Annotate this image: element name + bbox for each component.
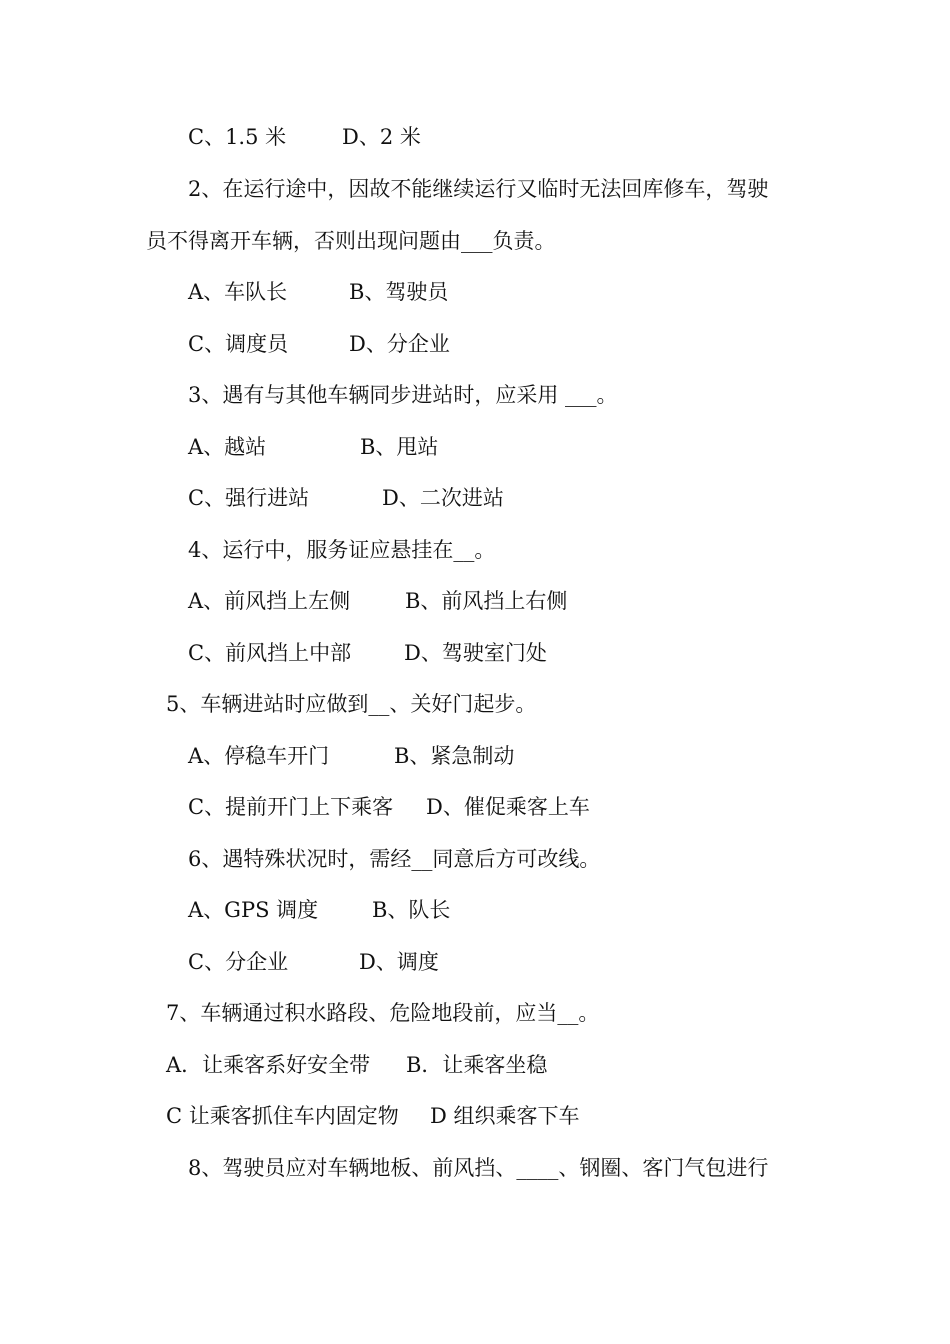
q4-options-ab: [188, 587, 567, 615]
q3-options-cd: [188, 484, 504, 512]
option-a: A、越站: [188, 435, 267, 459]
q6-options-ab: [188, 896, 450, 924]
question-3: 3、遇有与其他车辆同步进站时，应采用 ___。: [188, 383, 618, 407]
option-c: C、分企业: [188, 950, 289, 974]
option-d: D、二次进站: [382, 486, 504, 510]
option-b: B、甩站: [360, 435, 439, 459]
option-d: D、分企业: [349, 332, 450, 356]
option-b: B、紧急制动: [394, 744, 515, 768]
option-b: B、前风挡上右侧: [405, 589, 568, 613]
option-d: D 组织乘客下车: [430, 1104, 580, 1128]
option-d: D、驾驶室门处: [404, 641, 547, 665]
q5-options-cd: [188, 793, 590, 821]
question-5: 5、车辆进站时应做到__、关好门起步。: [166, 692, 537, 716]
option-c: C、提前开门上下乘客: [188, 795, 394, 819]
option-c: C、强行进站: [188, 486, 310, 510]
q2-options-ab: [188, 278, 448, 306]
q1-options-cd: [188, 123, 421, 151]
option-c: C、前风挡上中部: [188, 641, 352, 665]
option-d: D、2 米: [342, 125, 421, 149]
option-a: A．让乘客系好安全带: [166, 1053, 371, 1077]
q2-options-cd: [188, 330, 450, 358]
question-8-line-1: 8、驾驶员应对车辆地板、前风挡、____、钢圈、客门气包进行: [188, 1156, 769, 1180]
q7-options-ab: [166, 1051, 547, 1079]
option-a: A、前风挡上左侧: [188, 589, 351, 613]
question-2-line-2: 员不得离开车辆，否则出现问题由___负责。: [146, 229, 556, 253]
q4-options-cd: [188, 639, 547, 667]
option-a: A、停稳车开门: [188, 744, 330, 768]
option-c: C、1.5 米: [188, 125, 287, 149]
option-a: A、GPS 调度: [188, 898, 319, 922]
question-2-line-1: 2、在运行途中，因故不能继续运行又临时无法回库修车，驾驶: [188, 177, 769, 201]
q7-options-cd: [166, 1102, 580, 1130]
option-d: D、催促乘客上车: [426, 795, 590, 819]
question-4: 4、运行中，服务证应悬挂在__。: [188, 538, 496, 562]
q3-options-ab: [188, 433, 438, 461]
option-b: B．让乘客坐稳: [406, 1053, 548, 1077]
question-6: 6、遇特殊状况时，需经__同意后方可改线。: [188, 847, 601, 871]
option-d: D、调度: [359, 950, 439, 974]
q6-options-cd: [188, 948, 439, 976]
option-c: C、调度员: [188, 332, 289, 356]
q5-options-ab: [188, 742, 514, 770]
option-c: C 让乘客抓住车内固定物: [166, 1104, 399, 1128]
question-7: 7、车辆通过积水路段、危险地段前，应当__。: [166, 1001, 600, 1025]
option-b: B、队长: [372, 898, 451, 922]
option-a: A、车队长: [188, 280, 288, 304]
option-b: B、驾驶员: [349, 280, 449, 304]
